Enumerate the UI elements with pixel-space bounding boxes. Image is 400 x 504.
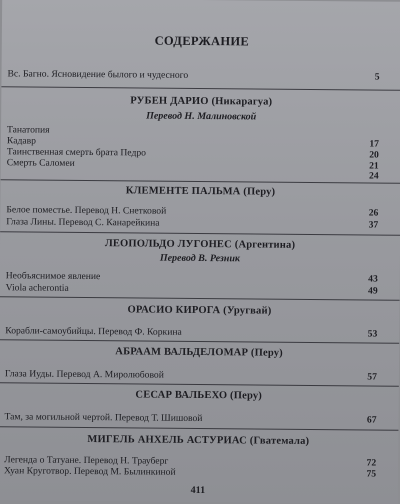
entry-title: Viola acherontia: [5, 282, 69, 294]
section-author: АБРААМ ВАЛЬДЕЛОМАР (Перу): [115, 346, 283, 359]
entry-title: Белое поместье. Перевод Н. Снетковой: [6, 204, 167, 217]
entry-page: 72: [366, 457, 377, 469]
entry-title: Корабли-самоубийцы. Перевод Ф. Коркина: [5, 325, 182, 338]
section-author: КЛЕМЕНТЕ ПАЛЬМА (Перу): [125, 185, 276, 198]
section-author: СЕСАР ВАЛЬЕХО (Перу): [135, 389, 263, 402]
toc-entry: [6, 282, 378, 296]
entry-title: Легенда о Татуане. Перевод Н. Трауберг: [4, 454, 169, 467]
entry-page: 5: [374, 71, 380, 83]
entry-page: 17: [369, 138, 379, 150]
entry-page: 21: [369, 160, 379, 172]
section-divider: [0, 339, 399, 343]
entry-page: 49: [368, 285, 378, 297]
section-divider: [0, 382, 399, 386]
entry-title: Танатопия: [7, 124, 50, 136]
toc-entry: [5, 368, 377, 382]
toc-entry-intro: [7, 68, 379, 82]
entry-page: 43: [368, 273, 378, 285]
entry-page: 37: [368, 219, 379, 231]
entry-page: 67: [366, 414, 377, 426]
entry-title: Смерть Саломеи: [6, 157, 75, 169]
page-title: СОДЕРЖАНИЕ: [154, 33, 250, 49]
toc-entry: [4, 465, 376, 479]
section-divider: [1, 86, 400, 90]
section-author: ОРАСИО КИРОГА (Уругвай): [127, 304, 272, 317]
entry-page: 75: [366, 468, 377, 480]
entry-page: 57: [367, 371, 377, 383]
entry-title: Кадавр: [6, 135, 37, 147]
entry-page: 24: [369, 170, 379, 182]
entry-title: Там, за могильной чертой. Перевод Т. Шишовой: [4, 411, 203, 425]
entry-title: Вс. Багно. Ясновидение былого и чудесного: [7, 68, 189, 81]
page-number: 411: [190, 484, 206, 497]
toc-entry: [5, 325, 377, 339]
entry-title: Таинственная смерть брата Педро: [6, 146, 146, 159]
toc-entry: [6, 216, 378, 230]
entry-title: Хуан Круготвор. Перевод М. Былинкиной: [4, 465, 176, 478]
entry-page: 53: [367, 328, 378, 340]
section-author: МИГЕЛЬ АНХЕЛЬ АСТУРИАС (Гватемала): [87, 434, 310, 447]
entry-title: Глаза Иуды. Перевод А. Миролюбовой: [4, 368, 164, 381]
section-divider: [0, 426, 398, 430]
entry-page: 20: [369, 149, 379, 161]
section-divider: [0, 296, 400, 300]
entry-page: 26: [368, 207, 379, 219]
section-author: ЛЕОПОЛЬДО ЛУГОНЕС (Аргентина): [104, 238, 296, 251]
section-translator: Перевод В. Резник: [159, 252, 241, 265]
entry-title: Необъяснимое явление: [5, 270, 101, 283]
section-translator: Перевод Н. Малиновской: [146, 110, 257, 123]
section-divider: [0, 231, 400, 235]
entry-title: Глаза Лины. Перевод С. Канарейкина: [6, 216, 160, 229]
toc-entry: [4, 411, 376, 425]
section-author: РУБЕН ДАРИО (Никарагуа): [130, 95, 273, 108]
